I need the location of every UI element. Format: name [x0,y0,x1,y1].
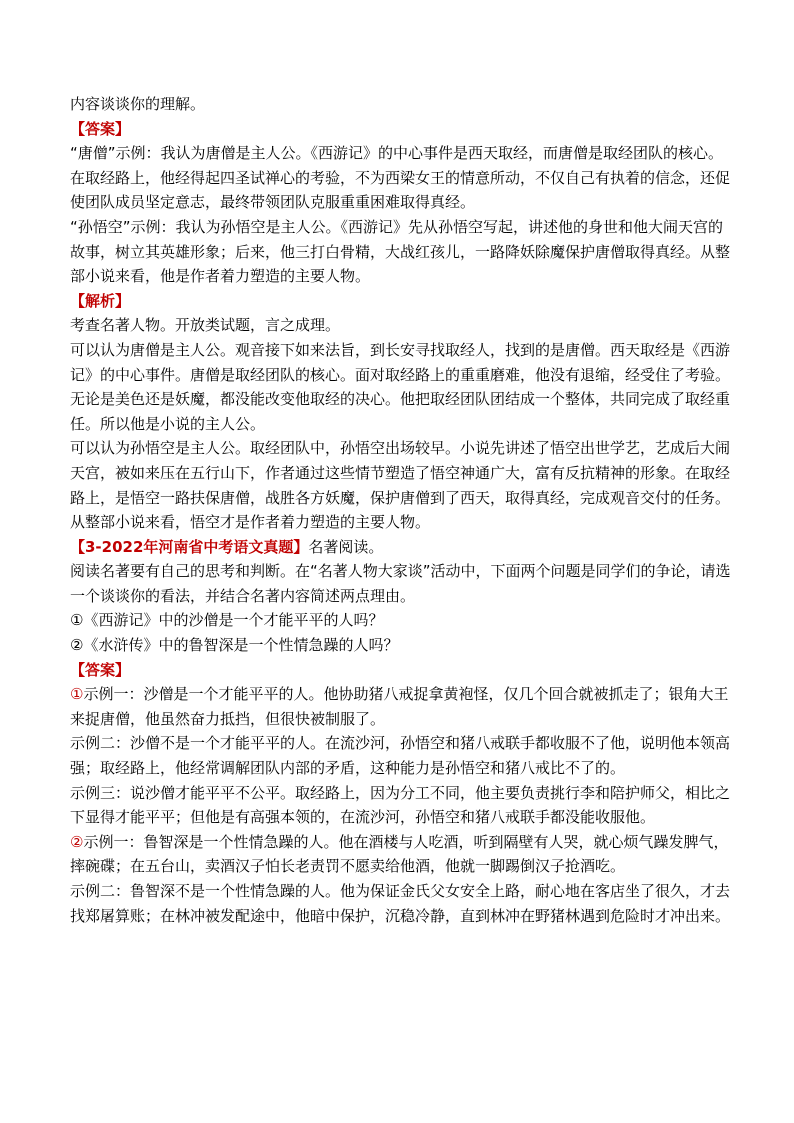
intro-line: 内容谈谈你的理解。 [70,95,206,113]
answer-1-example-1 [70,682,734,731]
analysis-paragraph-2: 可以认为唐僧是主人公。观音接下如来法旨，到长安寻找取经人，找到的是唐僧。西天取经是《西游记》的中心事件。唐僧是取经团队的核心。面对取经路上的重重磨难，他没有退缩，经受住了考验。无论是美色还是妖魔，都没能改变他取经的决心。他把取经团队团结成一个整体，共同完成了取经重任。所以他是小说的主人公。 [70,340,731,433]
answer-1-example-3: 示例三：说沙僧才能平平不公平。取经路上，因为分工不同，他主要负责挑行李和陪护师父，相比之下显得才能平平；但他是有高强本领的，在流沙河，孙悟空和猪八戒联手都没能收服他。 [70,783,731,827]
analysis-tag: 【解析】 [70,291,131,310]
answer-1-marker: ① [70,685,84,704]
answer-2-marker: ② [70,832,84,851]
question-option-2: ②《水浒传》中的鲁智深是一个性情急躁的人吗？ [70,636,399,655]
answer-tag-2: 【答案】 [70,660,131,679]
answer-1-example-2: 示例二：沙僧不是一个才能平平的人。在流沙河，孙悟空和猪八戒联手都收服不了他，说明他本领高强；取经路上，他经常调解团队内部的矛盾，这种能力是孙悟空和猪八戒比不了的。 [70,734,731,778]
analysis-paragraph-1: 考查名著人物。开放类试题，言之成理。 [70,316,341,335]
answer-1-example-1-text: 示例一：沙僧是一个才能平平的人。他协助猪八戒捉拿黄袍怪，仅几个回合就被抓走了；银角大王来捉唐僧，他虽然奋力抵挡，但很快被制服了。 [70,685,729,728]
document-body [70,92,734,928]
answer-2-example-1-text: 示例一：鲁智深是一个性情急躁的人。他在酒楼与人吃酒，听到隔壁有人哭，就心烦气躁发脾气，摔碗碟；在五台山，卖酒汉子怕长老责罚不愿卖给他酒，他就一脚踢倒汉子抢酒吃。 [70,832,729,876]
question-body: 阅读名著要有自己的思考和判断。在“名著人物大家谈”活动中，下面两个问题是同学们的争论，请选一个谈谈你的看法，并结合名著内容简述两点理由。 [70,562,731,605]
question-title: 名著阅读。 [308,537,384,556]
answer-paragraph-sunwukong: “孙悟空”示例：我认为孙悟空是主人公。《西游记》先从孙悟空写起，讲述他的身世和他大闹天宫的故事，树立其英雄形象；后来，他三打白骨精，大战红孩儿，一路降妖除魔保护唐僧取得真经。从整部小说来看，他是作者着力塑造的主要人物。 [70,217,731,286]
question-option-1: ①《西游记》中的沙僧是一个才能平平的人吗？ [70,611,384,630]
answer-2-example-1 [70,830,734,879]
answer-2-example-2: 示例二：鲁智深不是一个性情急躁的人。他为保证金氏父女安全上路，耐心地在客店坐了很久，才去找郑屠算账；在林冲被发配途中，他暗中保护，沉稳冷静，直到林冲在野猪林遇到危险时才冲出来。 [70,882,731,925]
answer-paragraph-tangseng: “唐僧”示例：我认为唐僧是主人公。《西游记》的中心事件是西天取经，而唐僧是取经团队的核心。在取经路上，他经得起四圣试禅心的考验，不为西梁女王的情意所动，不仅自己有执着的信念，还促使团队成员坚定意志，最终带领团队克服重重困难取得真经。 [70,144,731,212]
analysis-paragraph-3: 可以认为孙悟空是主人公。取经团队中，孙悟空出场较早。小说先讲述了悟空出世学艺，艺成后大闹天宫，被如来压在五行山下，作者通过这些情节塑造了悟空神通广大，富有反抗精神的形象。在取经路上，是悟空一路扶保唐僧，战胜各方妖魔，保护唐僧到了西天，取得真经，完成观音交付的任务。从整部小说来看，悟空才是作者着力塑造的主要人物。 [70,439,731,532]
answer-tag: 【答案】 [70,119,131,138]
question-tag: 【3-2022年河南省中考语文真题】 [70,537,309,556]
question-heading [70,535,734,560]
